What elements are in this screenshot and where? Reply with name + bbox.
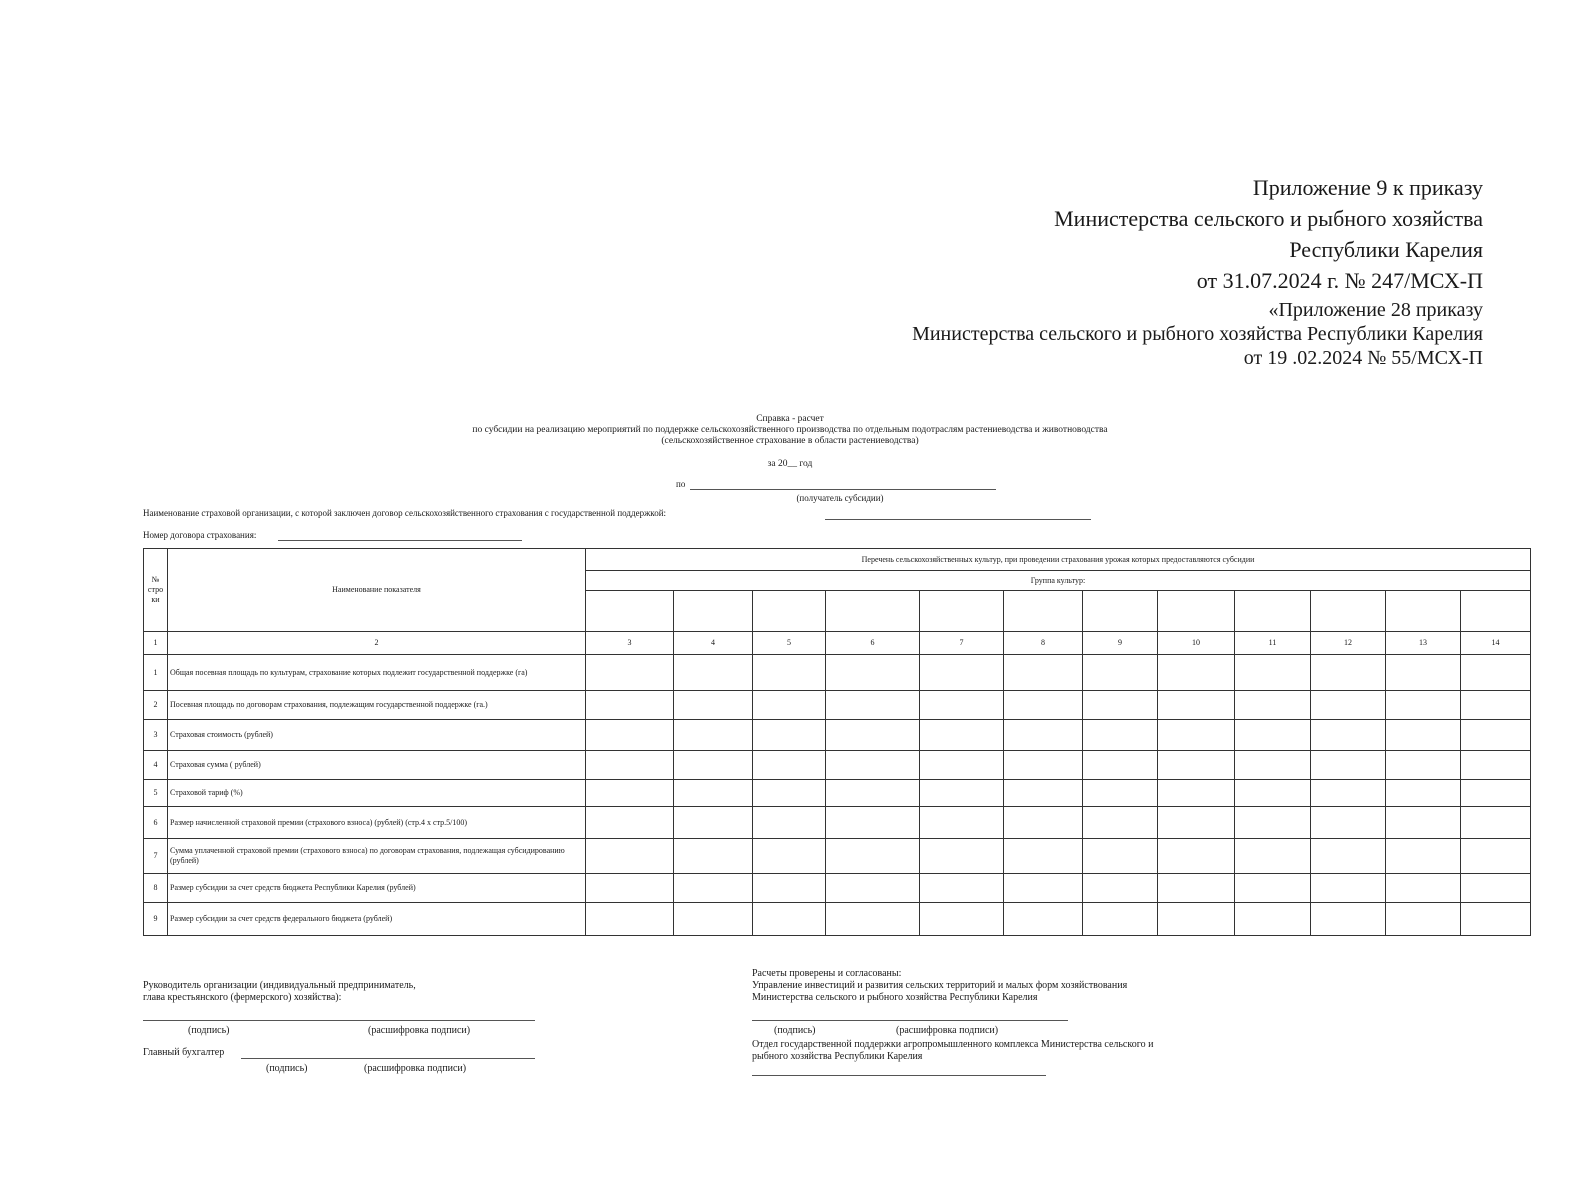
value-cell[interactable] [920, 807, 1004, 839]
value-cell[interactable] [1083, 874, 1158, 903]
row-indicator-name: Размер субсидии за счет средств федерального бюджета (рублей) [168, 903, 586, 936]
row-indicator-name: Страховая сумма ( рублей) [168, 751, 586, 780]
col-number: 6 [826, 632, 920, 655]
row-indicator-name: Посевная площадь по договорам страхования, подлежащим государственной поддержке (га.) [168, 691, 586, 720]
crop-cell[interactable] [1461, 591, 1531, 632]
value-cell[interactable] [1311, 839, 1386, 874]
row-number: 3 [144, 720, 168, 751]
header-line-3: Республики Карелия [1289, 237, 1483, 262]
value-cell[interactable] [1083, 655, 1158, 691]
value-cell[interactable] [1083, 691, 1158, 720]
value-cell[interactable] [1158, 720, 1235, 751]
value-cell[interactable] [1461, 720, 1531, 751]
col-name-header: Наименование показателя [168, 549, 586, 632]
row-indicator-name: Страховая стоимость (рублей) [168, 720, 586, 751]
value-cell[interactable] [1083, 807, 1158, 839]
accountant-label: Главный бухгалтер [143, 1047, 225, 1058]
row-number: 8 [144, 874, 168, 903]
value-cell[interactable] [1158, 807, 1235, 839]
value-cell[interactable] [674, 751, 753, 780]
crop-cell[interactable] [586, 591, 674, 632]
value-cell[interactable] [1386, 751, 1461, 780]
value-cell[interactable] [1386, 903, 1461, 936]
value-cell[interactable] [826, 720, 920, 751]
value-cell[interactable] [1311, 780, 1386, 807]
approval-line-2: Управление инвестиций и развития сельских территорий и малых форм хозяйствования [752, 980, 1128, 991]
value-cell[interactable] [826, 874, 920, 903]
value-cell[interactable] [753, 807, 826, 839]
footer-right [752, 968, 1127, 1004]
table-row [144, 807, 1531, 839]
approval-sig-caption: (подпись) [774, 1025, 816, 1036]
value-cell[interactable] [674, 691, 753, 720]
col-number: 8 [1004, 632, 1083, 655]
title-line-1: Справка - расчет [756, 414, 824, 424]
value-cell[interactable] [826, 839, 920, 874]
value-cell[interactable] [1235, 655, 1311, 691]
value-cell[interactable] [826, 655, 920, 691]
value-cell[interactable] [674, 720, 753, 751]
value-cell[interactable] [586, 903, 674, 936]
period-label: за 20__ год [767, 459, 813, 469]
title-line-3: (сельскохозяйственное страхование в области растениеводства) [661, 436, 919, 446]
col-number: 12 [1311, 632, 1386, 655]
approval-line-3: Министерства сельского и рыбного хозяйства Республики Карелия [752, 992, 1038, 1003]
header-line-6: Министерства сельского и рыбного хозяйства Республики Карелия [912, 323, 1483, 345]
group-header: Группа культур: [586, 571, 1531, 591]
row-number: 6 [144, 807, 168, 839]
crop-cell[interactable] [920, 591, 1004, 632]
value-cell[interactable] [1158, 691, 1235, 720]
value-cell[interactable] [1386, 655, 1461, 691]
value-cell[interactable] [826, 780, 920, 807]
col-number: 9 [1083, 632, 1158, 655]
value-cell[interactable] [586, 839, 674, 874]
insurer-line [825, 519, 1091, 520]
head-org-line-2: глава крестьянского (фермерского) хозяйства): [143, 992, 342, 1003]
value-cell[interactable] [1311, 691, 1386, 720]
recipient-caption: (получатель субсидии) [796, 493, 884, 503]
value-cell[interactable] [1311, 720, 1386, 751]
value-cell[interactable] [1004, 751, 1083, 780]
crop-cell[interactable] [674, 591, 753, 632]
value-cell[interactable] [1386, 874, 1461, 903]
row-number: 2 [144, 691, 168, 720]
value-cell[interactable] [674, 780, 753, 807]
value-cell[interactable] [1461, 780, 1531, 807]
value-cell[interactable] [920, 839, 1004, 874]
value-cell[interactable] [674, 903, 753, 936]
crop-cell[interactable] [826, 591, 920, 632]
value-cell[interactable] [1461, 903, 1531, 936]
value-cell[interactable] [586, 691, 674, 720]
table-row [144, 903, 1531, 936]
col-number: 10 [1158, 632, 1235, 655]
crop-cell[interactable] [1083, 591, 1158, 632]
value-cell[interactable] [1461, 874, 1531, 903]
value-cell[interactable] [826, 691, 920, 720]
value-cell[interactable] [1083, 751, 1158, 780]
value-cell[interactable] [586, 780, 674, 807]
table-row [144, 780, 1531, 807]
value-cell[interactable] [1311, 655, 1386, 691]
value-cell[interactable] [1311, 874, 1386, 903]
row-number: 5 [144, 780, 168, 807]
value-cell[interactable] [1004, 839, 1083, 874]
value-cell[interactable] [1158, 655, 1235, 691]
row-number: 1 [144, 655, 168, 691]
accountant-signature-line [241, 1058, 535, 1059]
head-decode-caption: (расшифровка подписи) [368, 1025, 471, 1036]
value-cell[interactable] [1311, 903, 1386, 936]
row-indicator-name: Общая посевная площадь по культурам, страхование которых подлежит государственной поддержке (га) [168, 655, 586, 691]
value-cell[interactable] [1158, 903, 1235, 936]
header-block-2 [912, 298, 1483, 370]
value-cell[interactable] [1235, 780, 1311, 807]
row-number: 9 [144, 903, 168, 936]
crop-cell[interactable] [1311, 591, 1386, 632]
row-indicator-name: Размер начисленной страховой премии (страхового взноса) (рублей) (стр.4 х стр.5/100) [168, 807, 586, 839]
value-cell[interactable] [1235, 874, 1311, 903]
crop-cell[interactable] [1386, 591, 1461, 632]
acc-decode-caption: (расшифровка подписи) [364, 1063, 467, 1074]
value-cell[interactable] [1386, 720, 1461, 751]
row-number: 4 [144, 751, 168, 780]
value-cell[interactable] [674, 655, 753, 691]
table-row [144, 839, 1531, 874]
table-row [144, 655, 1531, 691]
approval-signature-line [752, 1020, 1068, 1021]
table-row [144, 874, 1531, 903]
row-number: 7 [144, 839, 168, 874]
header-line-7: от 19 .02.2024 № 55/МСХ-П [1243, 347, 1483, 369]
value-cell[interactable] [674, 807, 753, 839]
value-cell[interactable] [753, 751, 826, 780]
value-cell[interactable] [1083, 720, 1158, 751]
value-cell[interactable] [1311, 751, 1386, 780]
value-cell[interactable] [1461, 655, 1531, 691]
row-indicator-name: Страховой тариф (%) [168, 780, 586, 807]
value-cell[interactable] [1083, 780, 1158, 807]
value-cell[interactable] [1461, 691, 1531, 720]
value-cell[interactable] [1004, 655, 1083, 691]
value-cell[interactable] [1235, 720, 1311, 751]
col-number: 13 [1386, 632, 1461, 655]
value-cell[interactable] [920, 874, 1004, 903]
value-cell[interactable] [1004, 874, 1083, 903]
value-cell[interactable] [1158, 780, 1235, 807]
value-cell[interactable] [1386, 839, 1461, 874]
value-cell[interactable] [826, 807, 920, 839]
document-title [330, 414, 1250, 470]
table-row [144, 751, 1531, 780]
approval-decode-caption: (расшифровка подписи) [896, 1025, 999, 1036]
value-cell[interactable] [1461, 751, 1531, 780]
header-block [1054, 172, 1483, 296]
value-cell[interactable] [826, 903, 920, 936]
crop-cell[interactable] [1004, 591, 1083, 632]
value-cell[interactable] [920, 720, 1004, 751]
recipient-line [690, 489, 996, 490]
value-cell[interactable] [674, 839, 753, 874]
header-line-5: «Приложение 28 приказу [1268, 299, 1483, 321]
head-org-line-1: Руководитель организации (индивидуальный предприниматель, [143, 980, 416, 991]
value-cell[interactable] [1083, 903, 1158, 936]
value-cell[interactable] [753, 780, 826, 807]
value-cell[interactable] [1235, 903, 1311, 936]
contract-label: Номер договора страхования: [143, 530, 257, 540]
value-cell[interactable] [1386, 780, 1461, 807]
value-cell[interactable] [586, 720, 674, 751]
crop-cell[interactable] [1158, 591, 1235, 632]
col-number: 14 [1461, 632, 1531, 655]
value-cell[interactable] [1004, 691, 1083, 720]
value-cell[interactable] [586, 751, 674, 780]
footer-left [143, 980, 416, 1004]
subsidy-table [143, 548, 1531, 936]
col-number: 7 [920, 632, 1004, 655]
table-body [144, 655, 1531, 936]
row-indicator-name: Размер субсидии за счет средств бюджета Республики Карелия (рублей) [168, 874, 586, 903]
value-cell[interactable] [1158, 874, 1235, 903]
value-cell[interactable] [1158, 839, 1235, 874]
col-number: 4 [674, 632, 753, 655]
value-cell[interactable] [1235, 751, 1311, 780]
row-indicator-name: Сумма уплаченной страховой премии (страхового взноса) по договорам страхования, подлежащая субсидированию (рублей) [168, 839, 586, 874]
value-cell[interactable] [1004, 780, 1083, 807]
value-cell[interactable] [1083, 839, 1158, 874]
crop-cell[interactable] [1235, 591, 1311, 632]
value-cell[interactable] [920, 780, 1004, 807]
value-cell[interactable] [920, 655, 1004, 691]
header-line-1: Приложение 9 к приказу [1252, 175, 1483, 200]
value-cell[interactable] [586, 655, 674, 691]
insurer-label: Наименование страховой организации, с которой заключен договор сельскохозяйственного страхования с государственной поддержкой: [143, 508, 667, 518]
value-cell[interactable] [920, 903, 1004, 936]
header-line-2: Министерства сельского и рыбного хозяйства [1054, 206, 1483, 231]
dept-line-1: Отдел государственной поддержки агропромышленного комплекса Министерства сельского и [752, 1039, 1154, 1050]
col-number: 2 [168, 632, 586, 655]
value-cell[interactable] [1235, 807, 1311, 839]
col-number: 1 [144, 632, 168, 655]
value-cell[interactable] [1004, 720, 1083, 751]
value-cell[interactable] [1004, 903, 1083, 936]
crops-header: Перечень сельскохозяйственных культур, при проведении страхования урожая которых предоставляются субсидии [586, 549, 1531, 571]
value-cell[interactable] [1386, 691, 1461, 720]
value-cell[interactable] [753, 720, 826, 751]
value-cell[interactable] [586, 874, 674, 903]
value-cell[interactable] [1004, 807, 1083, 839]
head-signature-line [143, 1020, 535, 1021]
value-cell[interactable] [1235, 839, 1311, 874]
value-cell[interactable] [1461, 807, 1531, 839]
col-number: 3 [586, 632, 674, 655]
value-cell[interactable] [753, 691, 826, 720]
value-cell[interactable] [753, 903, 826, 936]
value-cell[interactable] [586, 807, 674, 839]
acc-sig-caption: (подпись) [266, 1063, 308, 1074]
value-cell[interactable] [1386, 807, 1461, 839]
col-no-header: № стро ки [144, 549, 168, 632]
header-line-4: от 31.07.2024 г. № 247/МСХ-П [1196, 268, 1483, 293]
table-row [144, 720, 1531, 751]
value-cell[interactable] [1461, 839, 1531, 874]
column-numbers-row [144, 632, 1531, 655]
contract-line [278, 540, 522, 541]
crop-cell[interactable] [753, 591, 826, 632]
table-row [144, 691, 1531, 720]
col-number: 5 [753, 632, 826, 655]
value-cell[interactable] [920, 691, 1004, 720]
value-cell[interactable] [1311, 807, 1386, 839]
value-cell[interactable] [1158, 751, 1235, 780]
value-cell[interactable] [674, 874, 753, 903]
title-line-2: по субсидии на реализацию мероприятий по поддержке сельскохозяйственного производства по отдельным подотраслям растениеводства и животноводства [472, 425, 1108, 435]
value-cell[interactable] [753, 655, 826, 691]
value-cell[interactable] [753, 839, 826, 874]
dept-block [752, 1039, 1153, 1063]
head-sig-caption: (подпись) [188, 1025, 230, 1036]
approval-line-1: Расчеты проверены и согласованы: [752, 968, 902, 979]
value-cell[interactable] [826, 751, 920, 780]
po-label: по [676, 479, 686, 489]
value-cell[interactable] [1235, 691, 1311, 720]
value-cell[interactable] [920, 751, 1004, 780]
dept-line-2: рыбного хозяйства Республики Карелия [752, 1051, 923, 1062]
col-number: 11 [1235, 632, 1311, 655]
value-cell[interactable] [753, 874, 826, 903]
dept-signature-line [752, 1075, 1046, 1076]
